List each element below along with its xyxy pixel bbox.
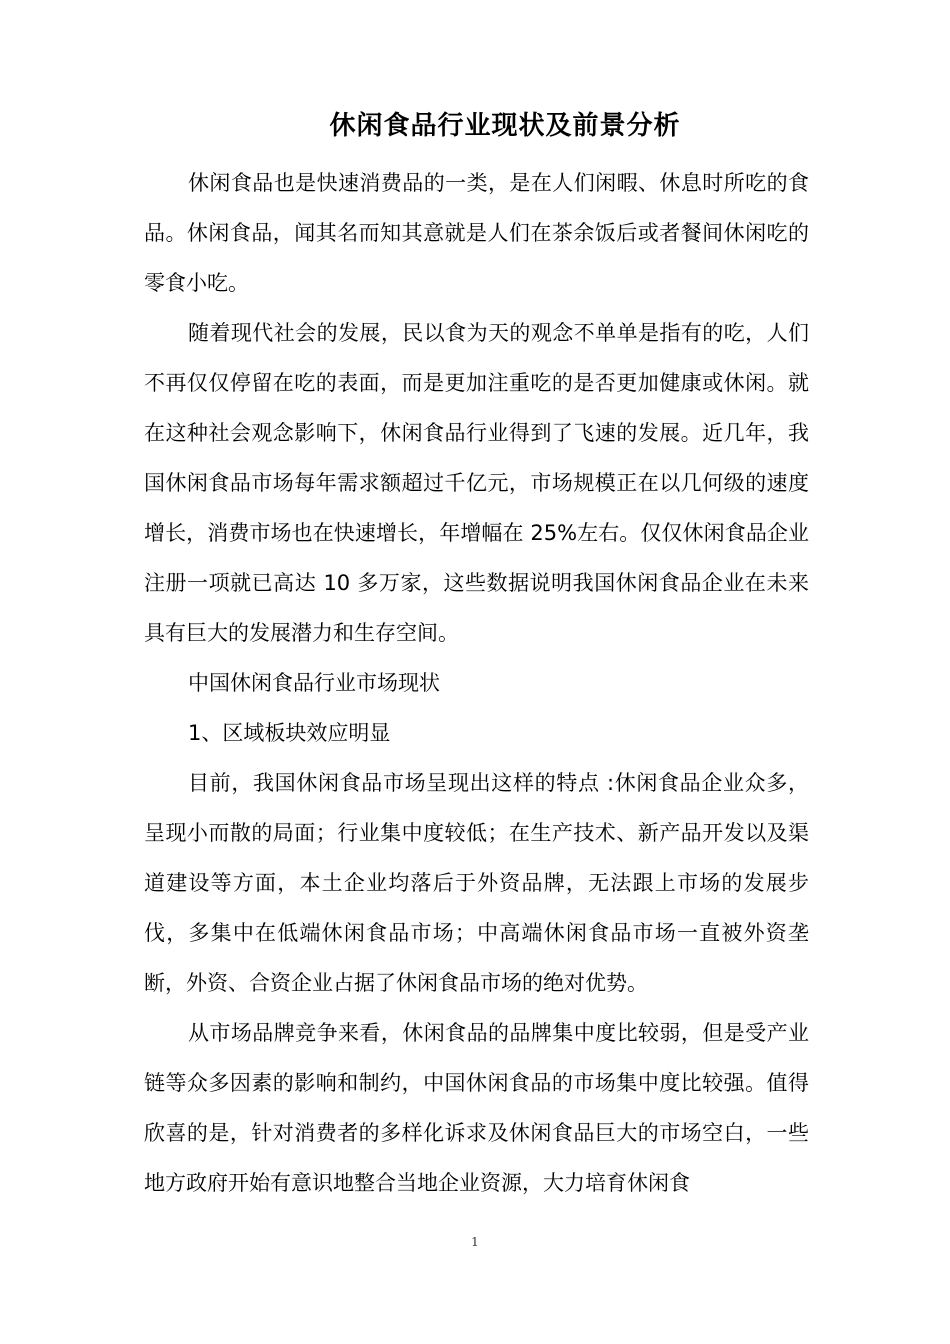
section-heading: 中国休闲食品行业市场现状 <box>188 671 440 695</box>
paragraph-brand-competition: 从市场品牌竞争来看，休闲食品的品牌集中度比较弱，但是受产业链等众多因素的影响和制约，中国休闲食品的市场集中度比较强。值得欣喜的是，针对消费者的多样化诉求及休闲食品巨大的市场空白，一些地方政府开始有意识地整合当地企业资源，大力培育休闲食 <box>144 1021 809 1195</box>
subsection-heading: 1、区域板块效应明显 <box>188 721 391 745</box>
paragraph-market-features: 目前，我国休闲食品市场呈现出这样的特点 :休闲食品企业众多，呈现小而散的局面；行业集中度较低；在生产技术、新产品开发以及渠道建设等方面，本土企业均落后于外资品牌，无法跟上市场的发展步伐，多集中在低端休闲食品市场；中高端休闲食品市场一直被外资垄断，外资、合资企业占据了休闲食品市场的绝对优势。 <box>144 771 809 995</box>
paragraph-development: 随着现代社会的发展，民以食为天的观念不单单是指有的吃，人们不再仅仅停留在吃的表面，而是更加注重吃的是否更加健康或休闲。就在这种社会观念影响下，休闲食品行业得到了飞速的发展。近几年，我国休闲食品市场每年需求额超过千亿元，市场规模正在以几何级的速度增长，消费市场也在快速增长，年增幅在 25%左右。仅仅休闲食品企业注册一项就已高达 10 多万家，这些数据说明我国休闲食品企业在未来具有巨大的发展潜力和生存空间。 <box>144 321 809 645</box>
paragraph-intro: 休闲食品也是快速消费品的一类，是在人们闲暇、休息时所吃的食品。休闲食品，闻其名而知其意就是人们在茶余饭后或者餐间休闲吃的零食小吃。 <box>144 171 809 295</box>
document-body <box>144 158 809 1208</box>
document-title: 休闲食品行业现状及前景分析 <box>329 111 681 141</box>
page-number: 1 <box>471 1235 479 1249</box>
